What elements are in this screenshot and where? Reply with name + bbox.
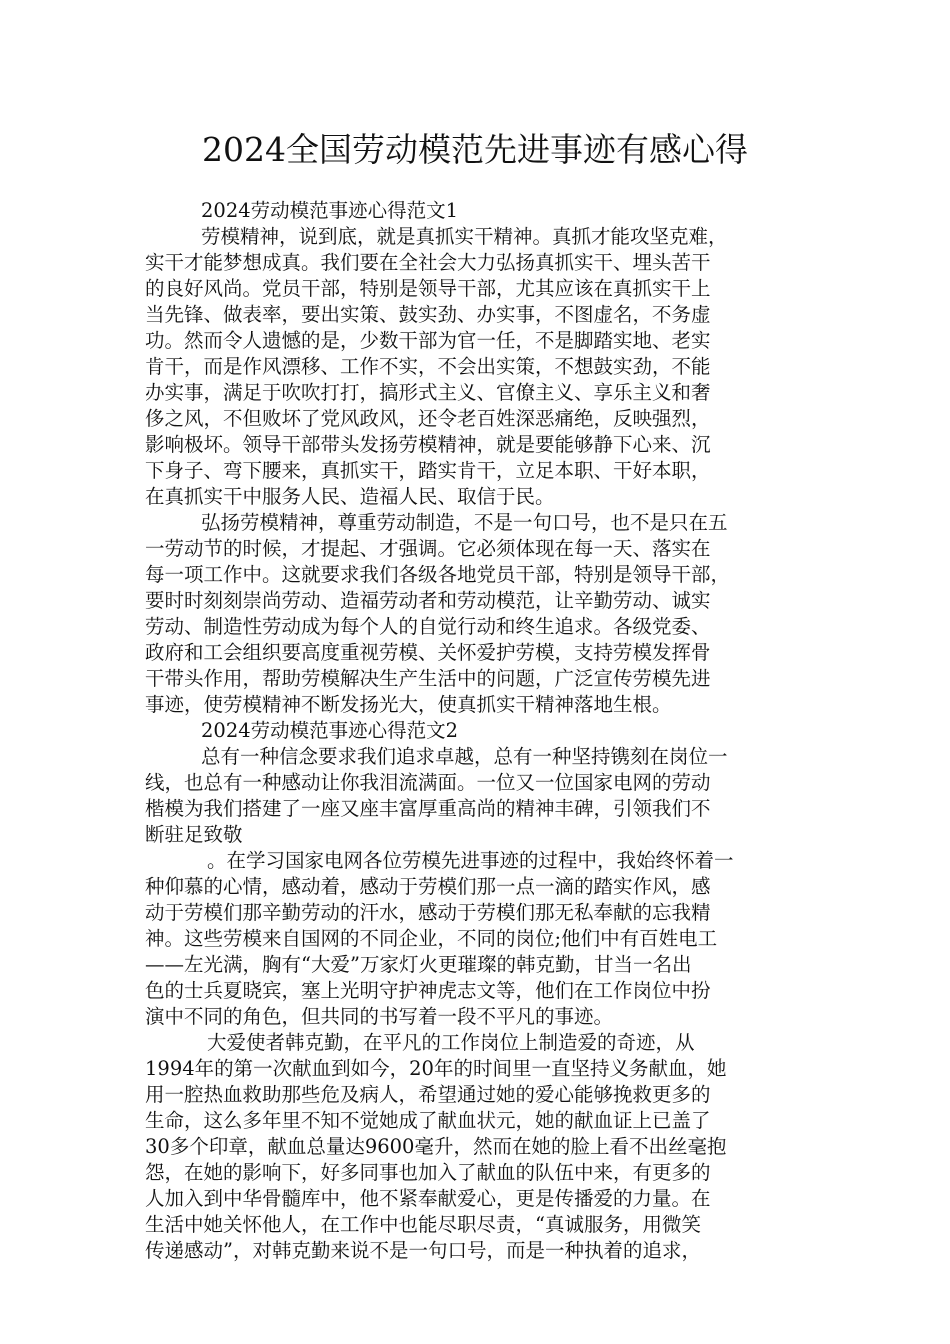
text-line: 动于劳模们那辛勤劳动的汗水，感动于劳模们那无私奉献的忘我精 <box>145 901 711 924</box>
text-line: 要时时刻刻崇尚劳动、造福劳动者和劳动模范，让辛勤劳动、诚实 <box>145 589 711 612</box>
text-line: 人加入到中华骨髓库中，他不紧奉献爱心，更是传播爱的力量。在 <box>145 1187 711 1210</box>
text-line: 弘扬劳模精神，尊重劳动制造，不是一句口号，也不是只在五 <box>201 511 728 534</box>
text-line: 一劳动节的时候，才提起、才强调。它必须体现在每一天、落实在 <box>145 537 711 560</box>
text-line: 断驻足致敬 <box>145 823 243 846</box>
section-heading-1: 2024劳动模范事迹心得范文1 <box>201 199 459 222</box>
text-line: 总有一种信念要求我们追求卓越，总有一种坚持镌刻在岗位一 <box>201 745 728 768</box>
text-line: 在真抓实干中服务人民、造福人民、取信于民。 <box>145 485 555 508</box>
text-line: 每一项工作中。这就要求我们各级各地党员干部，特别是领导干部， <box>145 563 731 586</box>
text-line: 色的士兵夏晓宾，塞上光明守护神虎志文等，他们在工作岗位中扮 <box>145 979 711 1002</box>
section-heading-2: 2024劳动模范事迹心得范文2 <box>201 719 459 742</box>
text-line: 神。这些劳模来自国网的不同企业，不同的岗位;他们中有百姓电工 <box>145 927 718 950</box>
text-line: 事迹，使劳模精神不断发扬光大，使真抓实干精神落地生根。 <box>145 693 672 716</box>
text-line: 种仰慕的心情，感动着，感动于劳模们那一点一滴的踏实作风，感 <box>145 875 711 898</box>
text-line: 生命，这么多年里不知不觉她成了献血状元，她的献血证上已盖了 <box>145 1109 711 1132</box>
text-line: 怨，在她的影响下，好多同事也加入了献血的队伍中来，有更多的 <box>145 1161 711 1184</box>
text-line: 用一腔热血救助那些危及病人，希望通过她的爱心能够挽救更多的 <box>145 1083 711 1106</box>
text-line: 影响极坏。领导干部带头发扬劳模精神，就是要能够静下心来、沉 <box>145 433 711 456</box>
text-line: ——左光满，胸有“大爱”万家灯火更璀璨的韩克勤，甘当一名出 <box>145 953 692 976</box>
text-line: 功。然而令人遗憾的是，少数干部为官一任，不是脚踏实地、老实 <box>145 329 711 352</box>
text-line: 干带头作用，帮助劳模解决生产生活中的问题，广泛宣传劳模先进 <box>145 667 711 690</box>
text-line: 办实事，满足于吹吹打打，搞形式主义、官僚主义、享乐主义和奢 <box>145 381 711 404</box>
text-line: 楷模为我们搭建了一座又座丰富厚重高尚的精神丰碑，引领我们不 <box>145 797 711 820</box>
document-body <box>145 198 805 1264</box>
text-line: 线，也总有一种感动让你我泪流满面。一位又一位国家电网的劳动 <box>145 771 711 794</box>
text-line: 30多个印章，献血总量达9600毫升，然而在她的脸上看不出丝毫抱 <box>145 1135 727 1158</box>
text-line: 传递感动”，对韩克勤来说不是一句口号，而是一种执着的追求， <box>145 1239 701 1262</box>
text-line: 大爱使者韩克勤，在平凡的工作岗位上制造爱的奇迹，从 <box>207 1031 695 1054</box>
text-line: 劳模精神，说到底，就是真抓实干精神。真抓才能攻坚克难， <box>201 225 728 248</box>
text-line: 侈之风，不但败坏了党风政风，还令老百姓深恶痛绝，反映强烈， <box>145 407 711 430</box>
text-line: 肯干，而是作风漂移、工作不实，不会出实策，不想鼓实劲，不能 <box>145 355 711 378</box>
text-line: 劳动、制造性劳动成为每个人的自觉行动和终生追求。各级党委、 <box>145 615 711 638</box>
text-line: 。在学习国家电网各位劳模先进事迹的过程中，我始终怀着一 <box>207 849 734 872</box>
text-line: 演中不同的角色，但共同的书写着一段不平凡的事迹。 <box>145 1005 614 1028</box>
text-line: 1994年的第一次献血到如今，20年的时间里一直坚持义务献血，她 <box>145 1057 727 1080</box>
text-line: 生活中她关怀他人，在工作中也能尽职尽责，“真诚服务，用微笑 <box>145 1213 701 1236</box>
text-line: 当先锋、做表率，要出实策、鼓实劲、办实事，不图虚名，不务虚 <box>145 303 711 326</box>
text-line: 实干才能梦想成真。我们要在全社会大力弘扬真抓实干、埋头苦干 <box>145 251 711 274</box>
text-line: 政府和工会组织要高度重视劳模、关怀爱护劳模，支持劳模发挥骨 <box>145 641 711 664</box>
text-line: 的良好风尚。党员干部，特别是领导干部，尤其应该在真抓实干上 <box>145 277 711 300</box>
document-title: 2024全国劳动模范先进事迹有感心得 <box>202 130 748 169</box>
text-line: 下身子、弯下腰来，真抓实干，踏实肯干，立足本职、干好本职， <box>145 459 711 482</box>
